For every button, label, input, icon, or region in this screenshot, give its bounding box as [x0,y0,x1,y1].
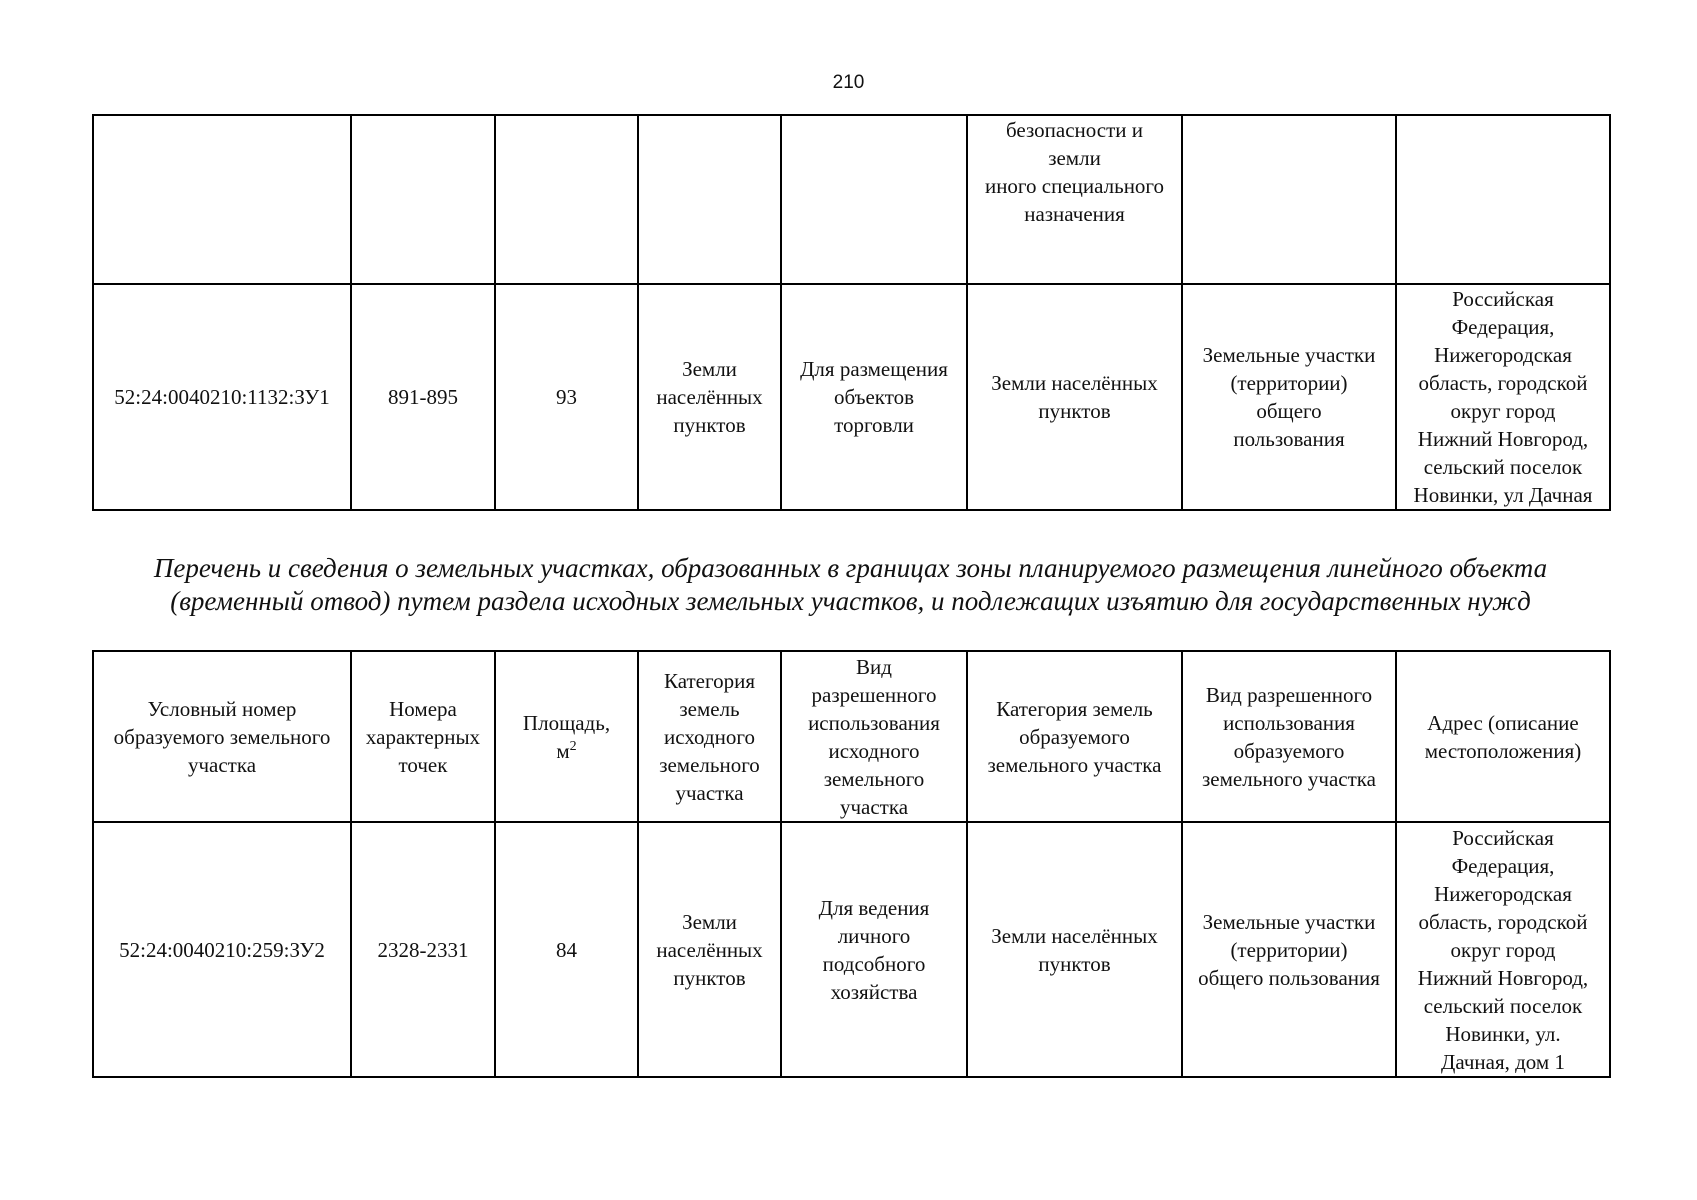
table-cell [638,115,781,284]
area-unit: м [556,738,570,763]
cell-text-line: Земельные участки [1202,909,1376,934]
cell-text-line: личного [837,923,911,948]
header-text-line: земельного участка [1202,766,1376,791]
page-number: 210 [832,72,865,93]
points-cell: 891-895 [351,284,495,510]
section-title-line: Перечень и сведения о земельных участках, образованных в границах зоны планируемого размещения линейного объекта [153,553,1548,583]
cell-text-line: Земельные участки [1202,343,1376,367]
header-text-line: характерных [365,724,481,749]
cell-text-line: общего [1256,399,1322,423]
area-cell: 84 [495,822,638,1077]
header-address [1396,651,1610,822]
cell-text-line: пользования [1233,427,1345,451]
cell-text-line: (территории) [1230,371,1348,395]
header-text-line: Адрес (описание [1427,710,1579,735]
header-text-line: точек [398,752,448,777]
table-row [93,284,1610,510]
cell-text-line: Нижний Новгород, [1417,427,1589,451]
address-cell [1396,822,1610,1077]
header-text-line: образуемого земельного [113,724,331,749]
table-cell [967,115,1182,284]
header-text-line: исходного [828,738,920,763]
cell-text-line: Земли населённых [991,923,1158,948]
cadastral-number-cell: 52:24:0040210:259:ЗУ2 [93,822,351,1077]
table-cell [1182,115,1396,284]
header-text-line: разрешенного [811,682,937,707]
continued-table [92,114,1611,511]
cell-text-line: общего пользования [1198,965,1380,990]
header-text-line: исходного [664,724,755,749]
header-text-line: Категория [664,668,755,693]
table-cell [1396,115,1610,284]
header-text-line: образуемого [1233,738,1345,763]
header-new-category [967,651,1182,822]
cell-text-line: округ город [1450,937,1556,962]
table-row [93,822,1610,1077]
header-text-line: Вид [856,654,892,679]
area-cell: 93 [495,284,638,510]
header-points [351,651,495,822]
header-text-line: Категория земель [996,696,1153,721]
header-area [495,651,638,822]
address-cell [1396,284,1610,510]
cell-text-line: иного специального [984,174,1165,198]
table-header-row [93,651,1610,822]
cell-text-line: Новинки, ул. [1445,1021,1561,1046]
header-text-line: земельного участка [987,752,1162,777]
cell-text-line: Федерация, [1451,315,1555,339]
cell-text-line: Земли [682,909,737,934]
cell-text-line: сельский поселок [1423,993,1583,1018]
header-text-line: земельного [823,766,925,791]
cell-text-line: подсобного [822,951,926,976]
table-cell [93,115,351,284]
area-unit-exponent: 2 [569,738,577,754]
section-title [92,552,1609,618]
cell-text-line: населённых [656,385,763,409]
new-category-cell [967,822,1182,1077]
cell-text-line: округ город [1450,399,1556,423]
header-text-line: образуемого [1019,724,1130,749]
cell-text-line: Земли [682,357,737,381]
cell-text-line: Для ведения [818,895,930,920]
cell-text-line: Земли населённых [991,371,1158,395]
header-text-line: Вид разрешенного [1205,682,1373,707]
cell-text-line: пунктов [1038,951,1111,976]
cell-text-line: Нижегородская [1434,881,1572,906]
cell-text-line: пунктов [673,965,746,990]
cell-text-line: объектов [833,385,915,409]
header-text-line: местоположения) [1424,738,1582,763]
cell-text-line: пунктов [1038,399,1111,423]
header-new-use [1182,651,1396,822]
cell-text-line: хозяйства [830,979,918,1004]
cell-text-line: населённых [656,937,763,962]
header-text-line: Площадь, [522,710,611,735]
section-title-line: (временный отвод) путем раздела исходных земельных участков, и подлежащих изъятию для государственных нужд [170,586,1531,616]
header-text-line: участка [839,794,909,819]
header-text-line: участка [187,752,257,777]
header-text-line: использования [1223,710,1355,735]
header-text-line: земель [679,696,740,721]
header-text-line [498,737,635,765]
new-use-cell [1182,284,1396,510]
cell-text-line: земли [1048,146,1101,170]
source-use-cell [781,822,967,1077]
cell-text-line: пунктов [673,413,746,437]
header-source-use [781,651,967,822]
header-source-category [638,651,781,822]
source-category-cell [638,822,781,1077]
new-use-cell [1182,822,1396,1077]
points-cell: 2328-2331 [351,822,495,1077]
table-row [93,115,1610,284]
source-use-cell [781,284,967,510]
land-plots-table [92,650,1611,1078]
header-text-line: использования [808,710,940,735]
cell-text-line: Российская [1452,287,1554,311]
cadastral-number-cell: 52:24:0040210:1132:ЗУ1 [93,284,351,510]
table-cell [781,115,967,284]
cell-text-line: (территории) [1230,937,1348,962]
cell-text-line: Для размещения [800,357,948,381]
cell-text-line: назначения [1024,202,1125,226]
header-text-line: участка [675,780,744,805]
source-category-cell [638,284,781,510]
cell-text-line: сельский поселок [1423,455,1583,479]
table-cell [351,115,495,284]
cell-text-line: Федерация, [1451,853,1555,878]
header-cadastral [93,651,351,822]
cell-text-line: безопасности и [1005,118,1144,142]
cell-text-line: Нижегородская [1434,343,1572,367]
cell-text-line: Российская [1452,825,1554,850]
cell-text-line: Дачная, дом 1 [1441,1049,1565,1074]
new-category-cell [967,284,1182,510]
cell-text-line: область, городской [1418,371,1588,395]
cell-text-line: Новинки, ул Дачная [1413,483,1593,507]
header-text-line: Номера [389,696,457,721]
header-text-line: Условный номер [147,696,297,721]
cell-text-line: область, городской [1418,909,1588,934]
cell-text-line: торговли [834,413,914,437]
table-cell [495,115,638,284]
cell-text-line: Нижний Новгород, [1417,965,1589,990]
header-text-line: земельного [659,752,760,777]
